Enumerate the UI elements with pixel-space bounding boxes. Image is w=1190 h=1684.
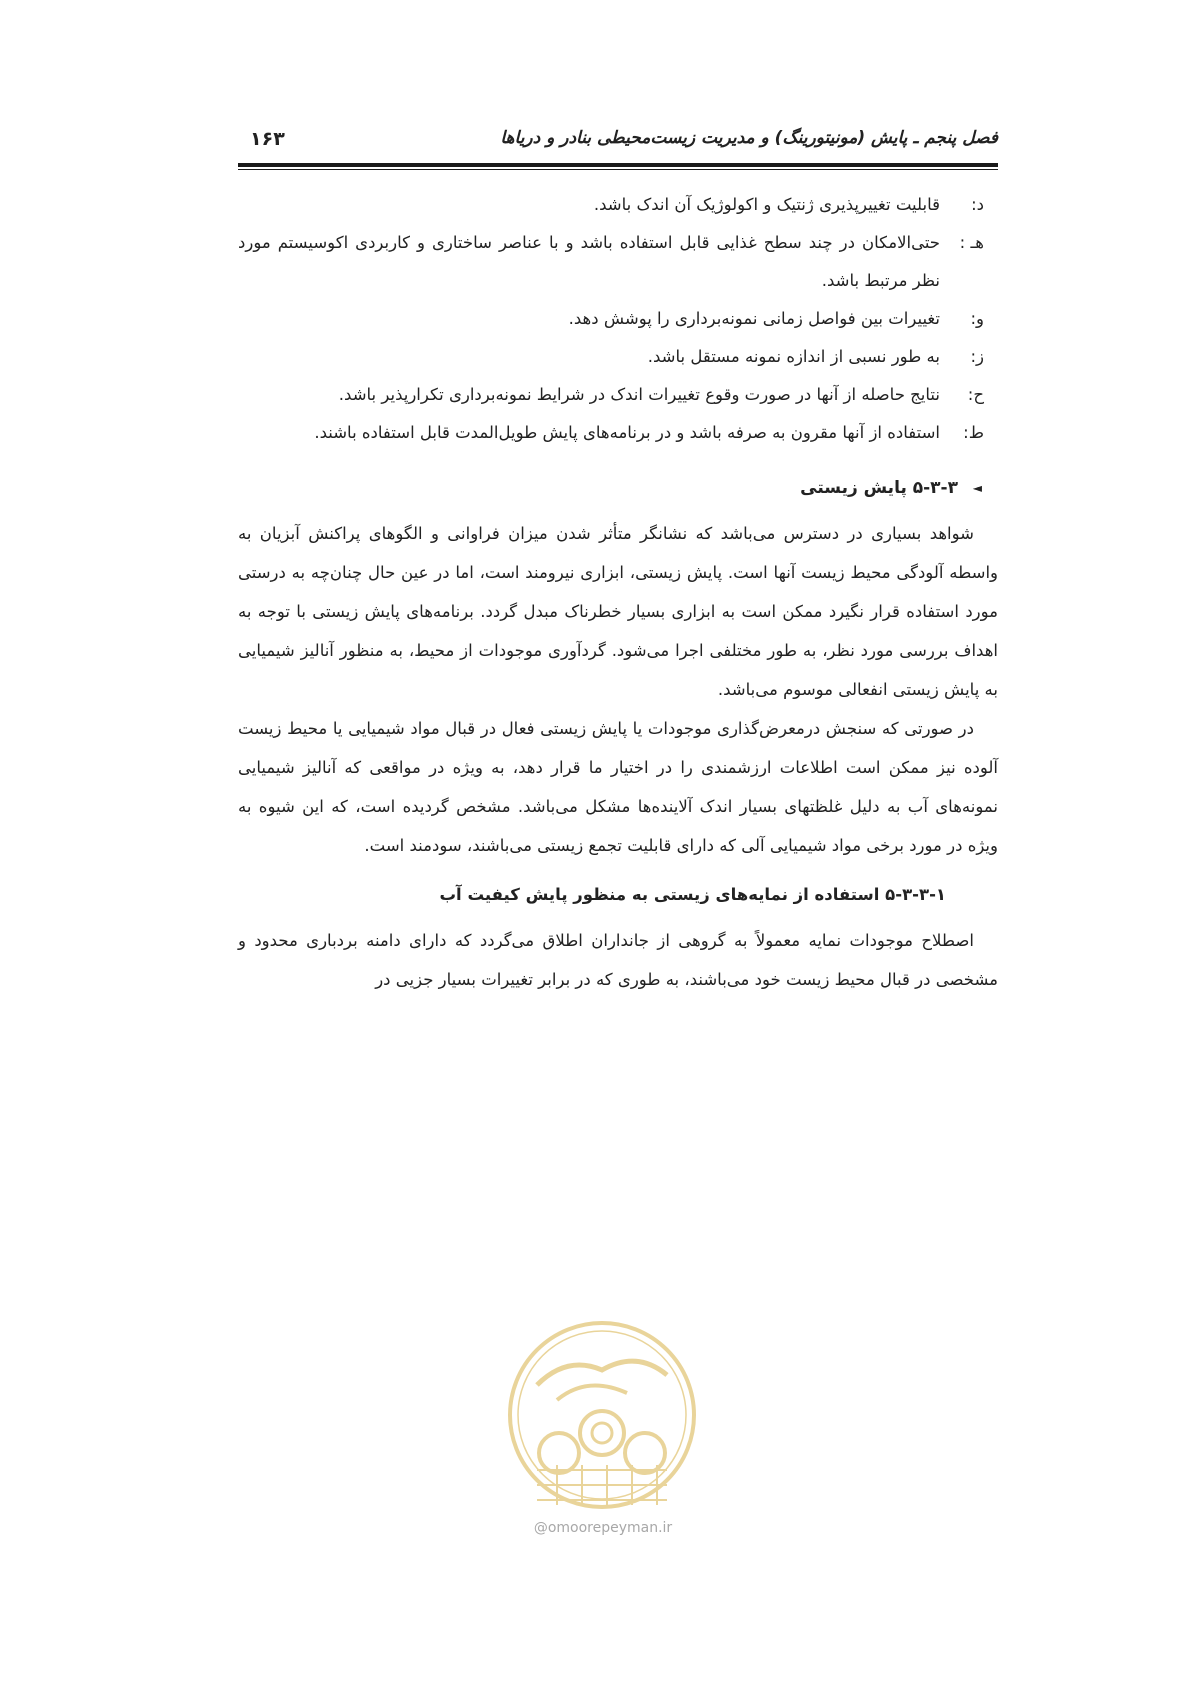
section-heading-text: ۵-۳-۳ پایش زیستی [800,478,958,498]
list-item-text: قابلیت تغییرپذیری ژنتیک و اکولوژیک آن اندک باشد. [593,195,940,214]
section-heading [238,470,998,506]
list-marker: ح: [967,385,984,404]
watermark-at-icon: @ [533,1520,548,1536]
list-item [238,376,998,414]
list-item [238,338,998,376]
subsection-heading: ۵-۳-۳-۱ استفاده از نمایه‌های زیستی به منظور پایش کیفیت آب [439,885,946,904]
list-item-text: حتی‌الامکان در چند سطح غذایی قابل استفاده باشد و با عناصر ساختاری و کاربردی اکوسیستم مورد نظر مرتبط باشد. [238,233,940,290]
page-body [238,186,998,999]
list-item [238,300,998,338]
watermark-url [493,1520,713,1536]
header-rule-thin [238,169,998,170]
list-marker: د: [971,195,984,214]
section-paragraph-2: در صورتی که سنجش درمعرض‌گذاری موجودات یا پایش زیستی فعال در قبال مواد شیمیایی یا محیط زیست آلوده نیز ممکن است اطلاعات ارزشمندی را در اختیار ما قرار دهد، به ویژه در مواقعی که آنالیز شیمیایی نمونه‌های آب به دلیل غلظتهای بسیار اندک آلاینده‌ها مشکل می‌باشد. مشخص گردیده است، که این شیوه به ویژه در مورد برخی مواد شیمیایی آلی که دارای قابلیت تجمع زیستی می‌باشند، سودمند است. [238,719,998,855]
list-marker: ز: [970,347,984,366]
section-bullet-icon: ◄ [972,481,982,495]
header-rule-thick [238,163,998,167]
watermark-url-text: omoorepeyman.ir [547,1520,673,1536]
criteria-list [238,186,998,452]
section-paragraph-1: شواهد بسیاری در دسترس می‌باشد که نشانگر متأثر شدن میزان فراوانی و الگوهای پراکنش آبزیان به واسطه آلودگی محیط زیست آنها است. پایش زیستی، ابزاری نیرومند است، اما در عین حال چنان‌چه به درستی مورد استفاده قرار نگیرد ممکن است به ابزاری بسیار خطرناک مبدل گردد. برنامه‌های پایش زیستی با توجه به اهداف بررسی مورد نظر، به طور مختلفی اجرا می‌شود. گردآوری موجودات از محیط، به منظور آنالیز شیمیایی به پایش زیستی انفعالی موسوم می‌باشد. [238,524,998,699]
list-item-text: تغییرات بین فواصل زمانی نمونه‌برداری را پوشش دهد. [568,309,940,328]
list-item [238,224,998,300]
list-item [238,186,998,224]
chapter-title: فصل پنجم ـ پایش (مونیتورینگ) و مدیریت زیست‌محیطی بنادر و دریاها [500,128,998,148]
list-item-text: استفاده از آنها مقرون به صرفه باشد و در برنامه‌های پایش طویل‌المدت قابل استفاده باشند. [314,423,940,442]
list-marker: و: [970,309,984,328]
list-item [238,414,998,452]
list-marker: هـ : [959,233,984,252]
page-number: ۱۶۳ [250,128,285,150]
list-marker: ط: [963,423,984,442]
page-header [238,118,998,158]
list-item-text: نتایج حاصله از آنها در صورت وقوع تغییرات اندک در شرایط نمونه‌برداری تکرارپذیر باشد. [338,385,940,404]
list-item-text: به طور نسبی از اندازه نمونه مستقل باشد. [647,347,940,366]
watermark-logo-icon [497,1315,707,1515]
subsection-paragraph: اصطلاح موجودات نمایه معمولاً به گروهی از جانداران اطلاق می‌گردد که دارای دامنه بردباری محدود و مشخصی در قبال محیط زیست خود می‌باشند، به طوری که در برابر تغییرات بسیار جزیی در [238,931,998,989]
